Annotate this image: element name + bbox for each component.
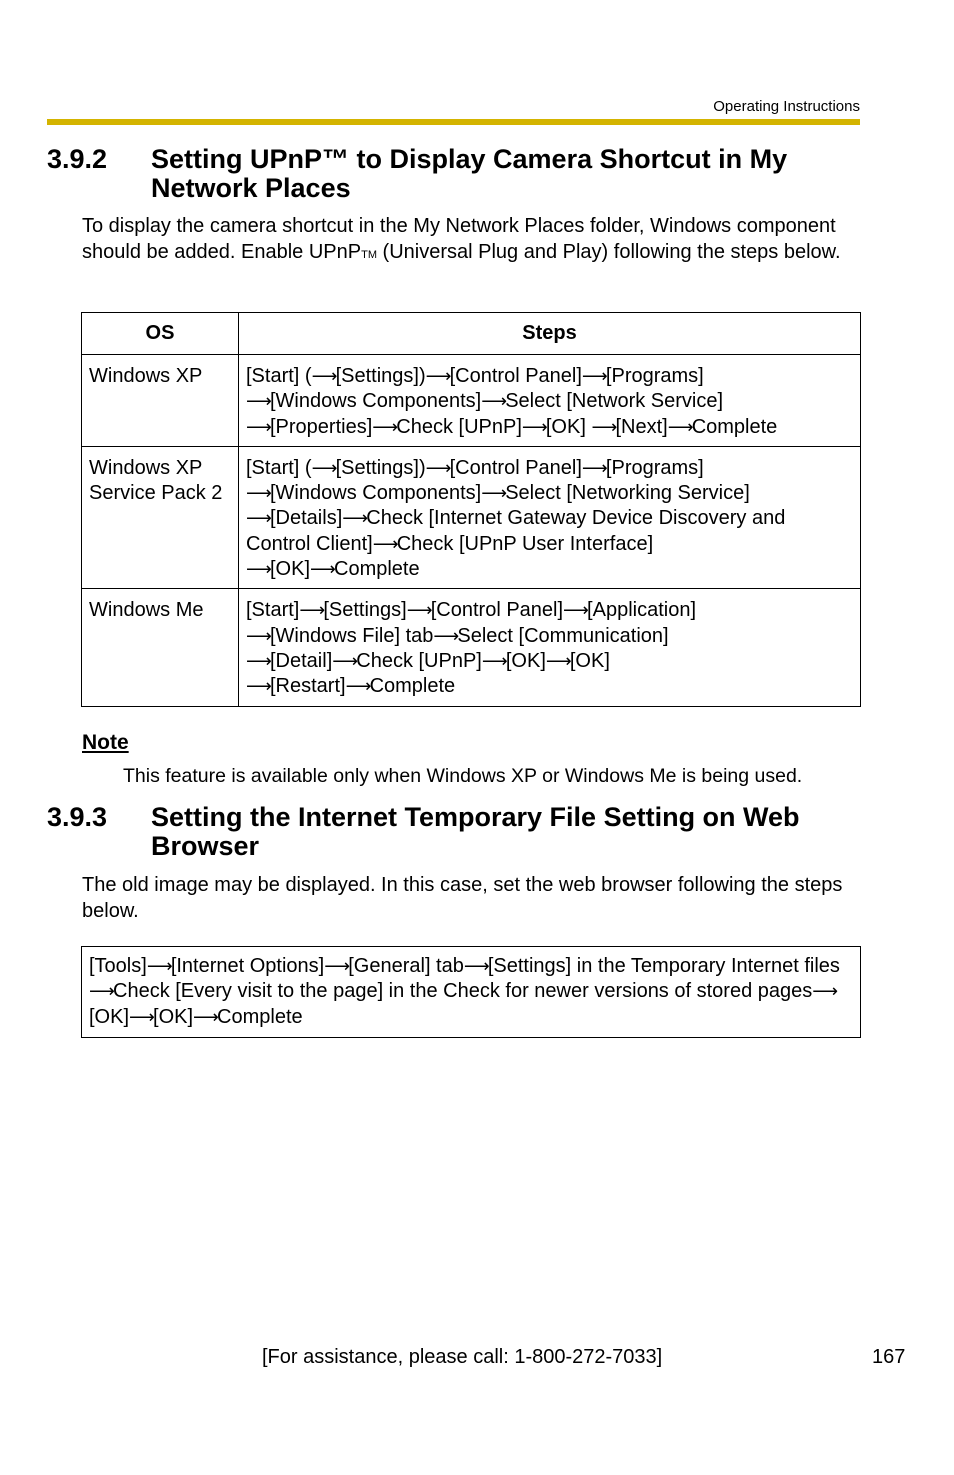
right-arrow-icon: ⟶	[425, 457, 452, 478]
step: Check [UPnP]	[396, 415, 522, 438]
right-arrow-icon: ⟶	[342, 508, 369, 529]
step: [Detail]	[270, 649, 333, 672]
table-header-row	[82, 313, 861, 355]
right-arrow-icon: ⟶	[246, 650, 272, 671]
right-arrow-icon: ⟶	[324, 956, 351, 976]
step: [Tools]	[89, 955, 147, 977]
right-arrow-icon: ⟶	[481, 391, 508, 412]
table-row	[82, 446, 861, 588]
section-heading-393	[47, 803, 860, 861]
right-arrow-icon: ⟶	[812, 981, 839, 1002]
step: Complete	[217, 1005, 303, 1028]
step: [Start] (	[246, 456, 312, 479]
step: [Settings] in the Temporary Internet files	[487, 955, 840, 977]
trademark-mark: TM	[361, 248, 377, 261]
step: Check [UPnP User Interface]	[396, 532, 654, 555]
section-heading-392	[47, 145, 860, 203]
step: [Settings])	[335, 365, 426, 387]
section-title: Setting the Internet Temporary File Setting on Web Browser	[151, 802, 800, 861]
note-text: This feature is available only when Windows XP or Windows Me is being used.	[123, 765, 803, 787]
step: Complete	[369, 675, 456, 698]
right-arrow-icon: ⟶	[406, 600, 433, 621]
right-arrow-icon: ⟶	[193, 1006, 219, 1027]
right-arrow-icon: ⟶	[481, 483, 508, 504]
section-number: 3.9.3	[47, 802, 108, 832]
step: [Application]	[587, 599, 697, 622]
step: [Details]	[270, 507, 343, 530]
step: [OK]	[89, 1005, 130, 1028]
os-cell: Windows XP	[82, 355, 239, 447]
step: Check [Every visit to the page] in the Check for newer versions of stored pages	[113, 980, 813, 1003]
step: [General] tab	[348, 955, 464, 977]
step: [Windows File] tab	[270, 624, 434, 647]
right-arrow-icon: ⟶	[129, 1006, 155, 1027]
step: Complete	[691, 415, 778, 438]
step: [Control Panel]	[449, 456, 582, 479]
step: [Control Panel]	[449, 365, 582, 387]
step: Check [Internet Gateway Device Discovery and Control Client]	[246, 507, 786, 555]
right-arrow-icon: ⟶	[246, 508, 272, 529]
intro-text: To display the camera shortcut in the My Network Places folder, Windows component should be added. Enable UPnP	[82, 215, 836, 263]
step: [Start]	[246, 599, 300, 622]
steps-cell	[239, 355, 861, 447]
step: [Internet Options]	[170, 955, 325, 977]
section-number: 3.9.2	[47, 144, 108, 174]
right-arrow-icon: ⟶	[246, 676, 272, 697]
os-cell: Windows XP Service Pack 2	[82, 446, 239, 588]
steps-cell	[239, 446, 861, 588]
right-arrow-icon: ⟶	[545, 650, 572, 671]
column-header-os: OS	[82, 313, 239, 355]
os-cell: Windows Me	[82, 589, 239, 706]
right-arrow-icon: ⟶	[591, 416, 618, 437]
running-header: Operating Instructions	[713, 98, 860, 115]
right-arrow-icon: ⟶	[481, 650, 508, 671]
right-arrow-icon: ⟶	[372, 533, 399, 554]
step: [OK]	[153, 1005, 194, 1028]
column-header-steps: Steps	[239, 313, 861, 355]
right-arrow-icon: ⟶	[433, 625, 460, 646]
right-arrow-icon: ⟶	[667, 416, 694, 437]
steps-box	[81, 946, 861, 1038]
step: Complete	[334, 558, 420, 581]
header-rule	[47, 119, 860, 125]
step: [Programs]	[605, 456, 704, 479]
steps-table	[81, 312, 861, 707]
step: [Windows Components]	[270, 390, 482, 413]
step: Select [Network Service]	[505, 390, 724, 413]
table-row	[82, 355, 861, 447]
intro-text-cont: (Universal Plug and Play) following the steps below.	[377, 240, 841, 263]
right-arrow-icon: ⟶	[311, 457, 338, 478]
right-arrow-icon: ⟶	[246, 483, 272, 504]
right-arrow-icon: ⟶	[310, 559, 336, 580]
right-arrow-icon: ⟶	[311, 366, 338, 386]
step: [Properties]	[270, 415, 373, 438]
step: [Restart]	[270, 675, 346, 698]
right-arrow-icon: ⟶	[345, 676, 372, 697]
right-arrow-icon: ⟶	[246, 416, 272, 437]
right-arrow-icon: ⟶	[372, 416, 399, 437]
right-arrow-icon: ⟶	[425, 366, 452, 386]
right-arrow-icon: ⟶	[246, 391, 272, 412]
step: Select [Networking Service]	[505, 482, 750, 505]
table-row	[82, 589, 861, 706]
right-arrow-icon: ⟶	[563, 600, 589, 621]
step: [Next]	[615, 415, 668, 438]
section-intro: The old image may be displayed. In this case, set the web browser following the steps below.	[82, 874, 843, 922]
footer-assistance: [For assistance, please call: 1-800-272-7033]	[262, 1346, 663, 1368]
right-arrow-icon: ⟶	[463, 956, 490, 976]
step: [Control Panel]	[430, 599, 564, 622]
step: [Start] (	[246, 365, 312, 387]
step: [OK]	[270, 558, 311, 581]
step: [Settings]	[323, 599, 407, 622]
section-title: Setting UPnP™ to Display Camera Shortcut in My Network Places	[151, 144, 788, 203]
right-arrow-icon: ⟶	[521, 416, 548, 437]
right-arrow-icon: ⟶	[246, 625, 272, 646]
right-arrow-icon: ⟶	[581, 366, 608, 386]
step: [OK]	[569, 649, 610, 672]
right-arrow-icon: ⟶	[332, 650, 359, 671]
note-heading: Note	[82, 731, 129, 754]
step: Select [Communication]	[457, 624, 669, 647]
step: [Settings])	[335, 456, 426, 479]
right-arrow-icon: ⟶	[581, 457, 608, 478]
section-intro	[82, 214, 862, 268]
right-arrow-icon: ⟶	[89, 981, 115, 1002]
page-number: 167	[872, 1346, 906, 1368]
right-arrow-icon: ⟶	[299, 600, 326, 621]
step: Check [UPnP]	[356, 649, 482, 672]
right-arrow-icon: ⟶	[146, 956, 173, 976]
steps-cell	[239, 589, 861, 706]
right-arrow-icon: ⟶	[246, 559, 272, 580]
step: [Programs]	[605, 365, 704, 387]
step: [OK]	[505, 649, 546, 672]
step: [OK]	[545, 415, 592, 438]
step: [Windows Components]	[270, 482, 482, 505]
